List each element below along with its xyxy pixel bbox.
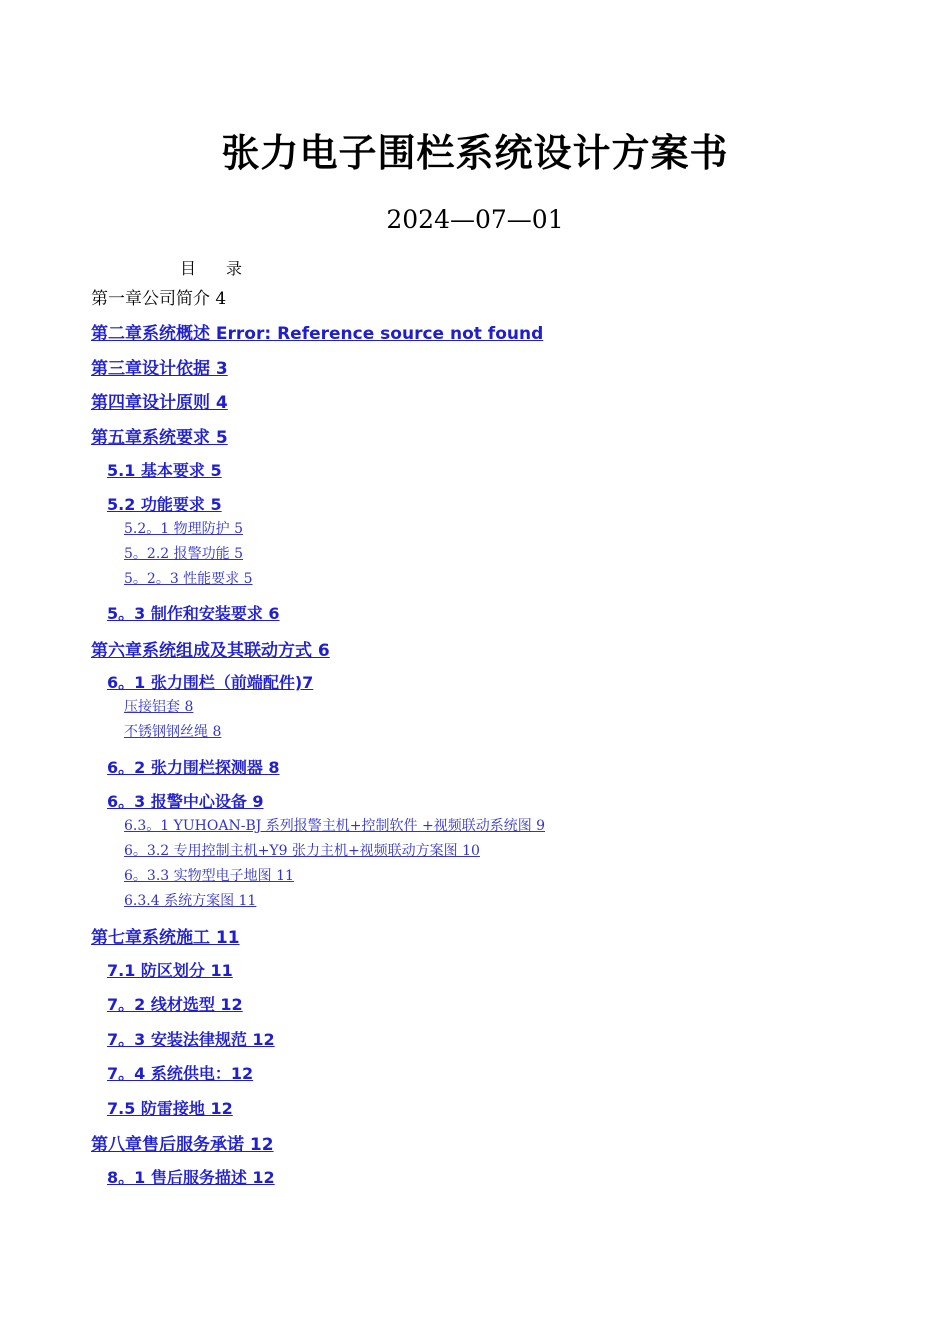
- toc-entry-section-6-3[interactable]: 6。3 报警中心设备 9: [107, 792, 264, 811]
- toc-entry-subsection-5-2-2[interactable]: 5。2.2 报警功能 5: [124, 546, 243, 562]
- toc-heading-char-1: 目: [180, 259, 197, 278]
- toc-entry-section-5-2[interactable]: 5.2 功能要求 5: [107, 495, 222, 514]
- toc-entry-chapter-4[interactable]: 第四章设计原则 4: [91, 393, 228, 413]
- toc-entry-crimp-sleeve[interactable]: 压接铝套 8: [124, 699, 194, 715]
- document-date: 2024—07—01: [386, 205, 564, 234]
- toc-entry-subsection-6-3-3[interactable]: 6。3.3 实物型电子地图 11: [124, 868, 294, 884]
- toc-entry-section-7-1[interactable]: 7.1 防区划分 11: [107, 961, 233, 980]
- toc-entry-section-7-5[interactable]: 7.5 防雷接地 12: [107, 1099, 233, 1118]
- toc-entry-section-6-1[interactable]: 6。1 张力围栏（前端配件)7: [107, 673, 314, 692]
- toc-entry-chapter-6[interactable]: 第六章系统组成及其联动方式 6: [91, 641, 330, 661]
- toc-entry-subsection-6-3-2[interactable]: 6。3.2 专用控制主机+Y9 张力主机+视频联动方案图 10: [124, 843, 480, 859]
- toc-entry-section-5-1[interactable]: 5.1 基本要求 5: [107, 461, 222, 480]
- toc-entry-section-7-4[interactable]: 7。4 系统供电：12: [107, 1064, 254, 1083]
- toc-entry-subsection-6-3-4[interactable]: 6.3.4 系统方案图 11: [124, 893, 257, 909]
- toc-entry-steel-wire-rope[interactable]: 不锈钢钢丝绳 8: [124, 724, 222, 740]
- toc-entry-subsection-5-2-3[interactable]: 5。2。3 性能要求 5: [124, 571, 253, 587]
- toc-entry-chapter-1: 第一章公司简介 4: [91, 289, 227, 309]
- toc-entry-section-8-1[interactable]: 8。1 售后服务描述 12: [107, 1168, 275, 1187]
- toc-entry-chapter-5[interactable]: 第五章系统要求 5: [91, 428, 228, 448]
- toc-entry-section-6-2[interactable]: 6。2 张力围栏探测器 8: [107, 758, 280, 777]
- toc-entry-section-5-3[interactable]: 5。3 制作和安装要求 6: [107, 604, 280, 623]
- toc-entry-subsection-5-2-1[interactable]: 5.2。1 物理防护 5: [124, 521, 243, 537]
- toc-entry-section-7-2[interactable]: 7。2 线材选型 12: [107, 995, 243, 1014]
- toc-entry-section-7-3[interactable]: 7。3 安装法律规范 12: [107, 1030, 275, 1049]
- toc-entry-subsection-6-3-1[interactable]: 6.3。1 YUHOAN-BJ 系列报警主机+控制软件 +视频联动系统图 9: [124, 818, 546, 834]
- toc-heading-char-2: 录: [226, 259, 243, 278]
- document-title: 张力电子围栏系统设计方案书: [221, 131, 729, 175]
- toc-entry-chapter-8[interactable]: 第八章售后服务承诺 12: [91, 1135, 274, 1155]
- toc-entry-chapter-7[interactable]: 第七章系统施工 11: [91, 928, 240, 948]
- toc-entry-chapter-3[interactable]: 第三章设计依据 3: [91, 359, 228, 379]
- toc-entry-chapter-2[interactable]: 第二章系统概述 Error: Reference source not found: [91, 324, 544, 344]
